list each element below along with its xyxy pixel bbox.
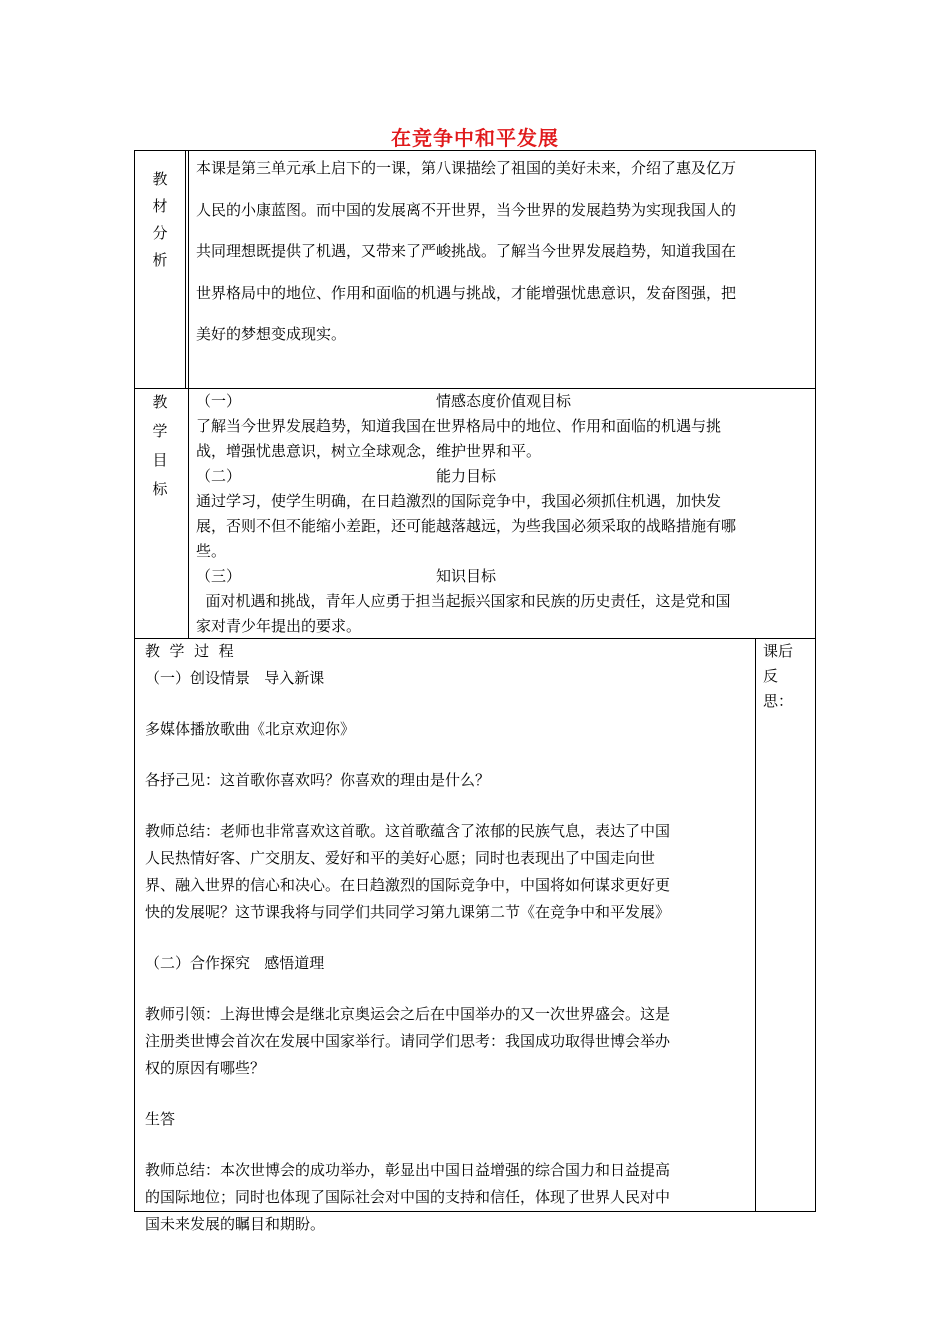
- goal-1-heading: （一） 情感态度价值观目标: [196, 392, 572, 410]
- section-1-heading: （一）创设情景 导入新课: [145, 669, 325, 687]
- inner-margin-line: [185, 150, 186, 388]
- analysis-text: 本课是第三单元承上启下的一课，第八课描绘了祖国的美好未来，介绍了惠及亿万 人民的小康蓝图。而中国的发展离不开世界，当今世界的发展趋势为实现我国人的 共同理想既提供了机遇，又带来了严峻挑战。了解当今世界发展趋势，知道我国在 世界格局中的地位、作用和面临的机遇与挑战，才能增强忧患意识，发奋图强，把 美好的梦想变成现实。: [196, 159, 737, 343]
- goals-label: 教 学 目 标: [152, 393, 168, 498]
- reflection-label: 课后 反 思：: [763, 642, 794, 710]
- goal-2-heading: （二） 能力目标: [196, 467, 497, 485]
- goals-text: （一） 情感态度价值观目标 了解当今世界发展趋势，知道我国在世界格局中的地位、作用和面临的机遇与挑 战，增强忧患意识，树立全球观念，维护世界和平。 （二） 能力目标 通过学习，使学生明确，在日趋激烈的国际竞争中，我国必须抓住机遇，加快发 展，否则不但不能缩小差距，还可能越落越远，为些我国必须采取的战略措施有哪 些。 （三） 知识目标 面对机遇和挑战，青年人应勇于担当起振兴国家和民族的历史责任，这是党和国 家对青少年提出的要求。: [196, 389, 736, 639]
- section-2-heading: （二）合作探究 感悟道理: [145, 954, 325, 972]
- reflection-column-divider: [755, 638, 756, 1212]
- document-title: 在竞争中和平发展: [391, 126, 559, 150]
- process-heading: 教 学 过 程: [145, 642, 234, 660]
- table-border-left: [134, 150, 135, 1212]
- process-text: 教 学 过 程 （一）创设情景 导入新课 多媒体播放歌曲《北京欢迎你》 各抒己见：这首歌你喜欢吗？你喜欢的理由是什么？ 教师总结：老师也非常喜欢这首歌。这首歌蕴含了浓郁的民族气息，表达了中国 人民热情好客、广交朋友、爱好和平的美好心愿；同时也表现出了中国走向世 界、融入世界的信心和决心。在日趋激烈的国际竞争中，中国将如何谋求更好更 快的发展呢？这节课我将与同学们共同学习第九课第二节《在竞争中和平发展》 （二）合作探究 感悟道理 教师引领：上海世博会是继北京奥运会之后在中国举办的又一次世界盛会。这是 注册类世博会首次在发展中国家举行。请同学们思考：我国成功取得世博会举办 权的原因有哪些？ 生答 教师总结：本次世博会的成功举办，彰显出中国日益增强的综合国力和日益提高 的国际地位；同时也体现了国际社会对中国的支持和信任，体现了世界人民对中 国未来发展的瞩目和期盼。: [145, 638, 670, 1238]
- goal-3-heading: （三） 知识目标: [196, 567, 497, 585]
- table-border-right: [815, 150, 816, 1212]
- analysis-label: 教 材 分 析: [152, 170, 168, 269]
- label-column-divider: [188, 150, 189, 638]
